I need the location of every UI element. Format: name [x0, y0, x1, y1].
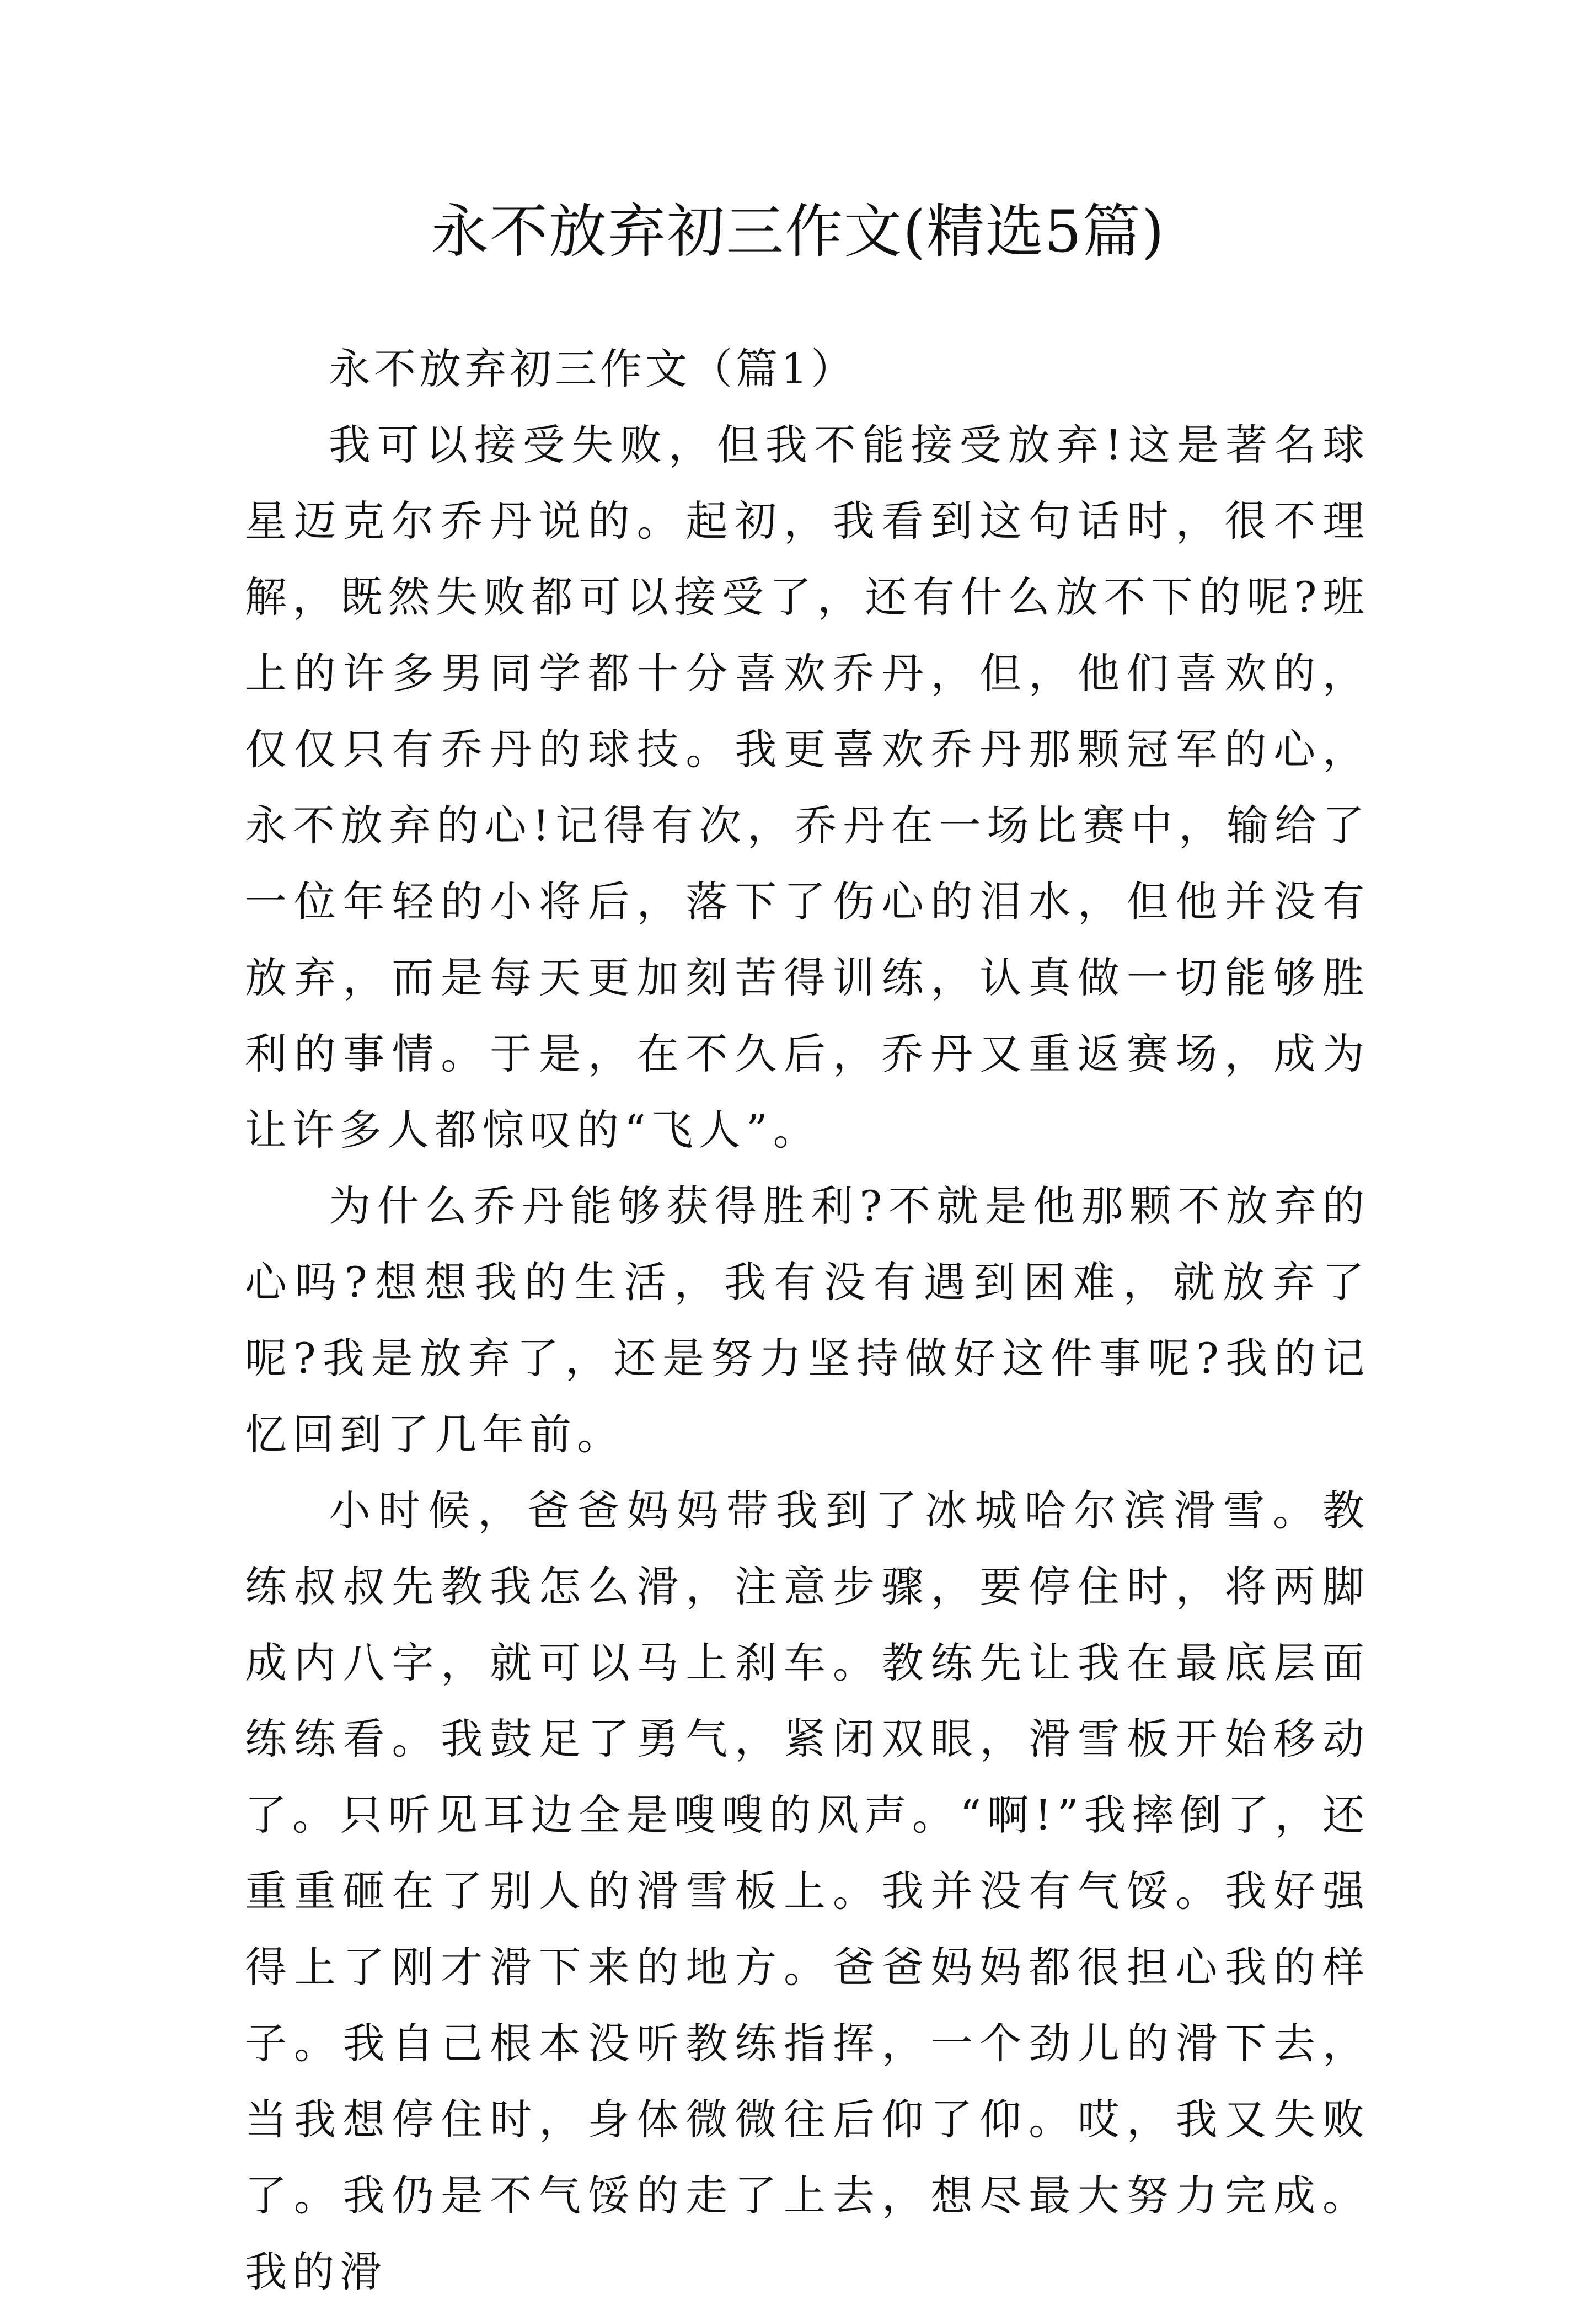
document-title: 永不放弃初三作文(精选5篇): [431, 198, 1165, 265]
document-body: [245, 331, 1370, 2310]
body-paragraph: 为什么乔丹能够获得胜利?不就是他那颗不放弃的心吗?想想我的生活，我有没有遇到困难，就放弃了呢?我是放弃了，还是努力坚持做好这件事呢?我的记忆回到了几年前。: [245, 1181, 1370, 1459]
body-paragraph: 我可以接受失败，但我不能接受放弃!这是著名球星迈克尔乔丹说的。起初，我看到这句话时，很不理解，既然失败都可以接受了，还有什么放不下的呢?班上的许多男同学都十分喜欢乔丹，但，他们喜欢的，仅仅只有乔丹的球技。我更喜欢乔丹那颗冠军的心，永不放弃的心!记得有次，乔丹在一场比赛中，输给了一位年轻的小将后，落下了伤心的泪水，但他并没有放弃，而是每天更加刻苦得训练，认真做一切能够胜利的事情。于是，在不久后，乔丹又重返赛场，成为让许多人都惊叹的“飞人”。: [245, 420, 1370, 1154]
section-heading: 永不放弃初三作文（篇1）: [329, 344, 856, 393]
body-paragraph: 小时候，爸爸妈妈带我到了冰城哈尔滨滑雪。教练叔叔先教我怎么滑，注意步骤，要停住时，将两脚成内八字，就可以马上刹车。教练先让我在最底层面练练看。我鼓足了勇气，紧闭双眼，滑雪板开始移动了。只听见耳边全是嗖嗖的风声。“啊!”我摔倒了，还重重砸在了别人的滑雪板上。我并没有气馁。我好强得上了刚才滑下来的地方。爸爸妈妈都很担心我的样子。我自己根本没听教练指挥，一个劲儿的滑下去，当我想停住时，身体微微往后仰了仰。哎，我又失败了。我仍是不气馁的走了上去，想尽最大努力完成。我的滑: [245, 1486, 1370, 2296]
